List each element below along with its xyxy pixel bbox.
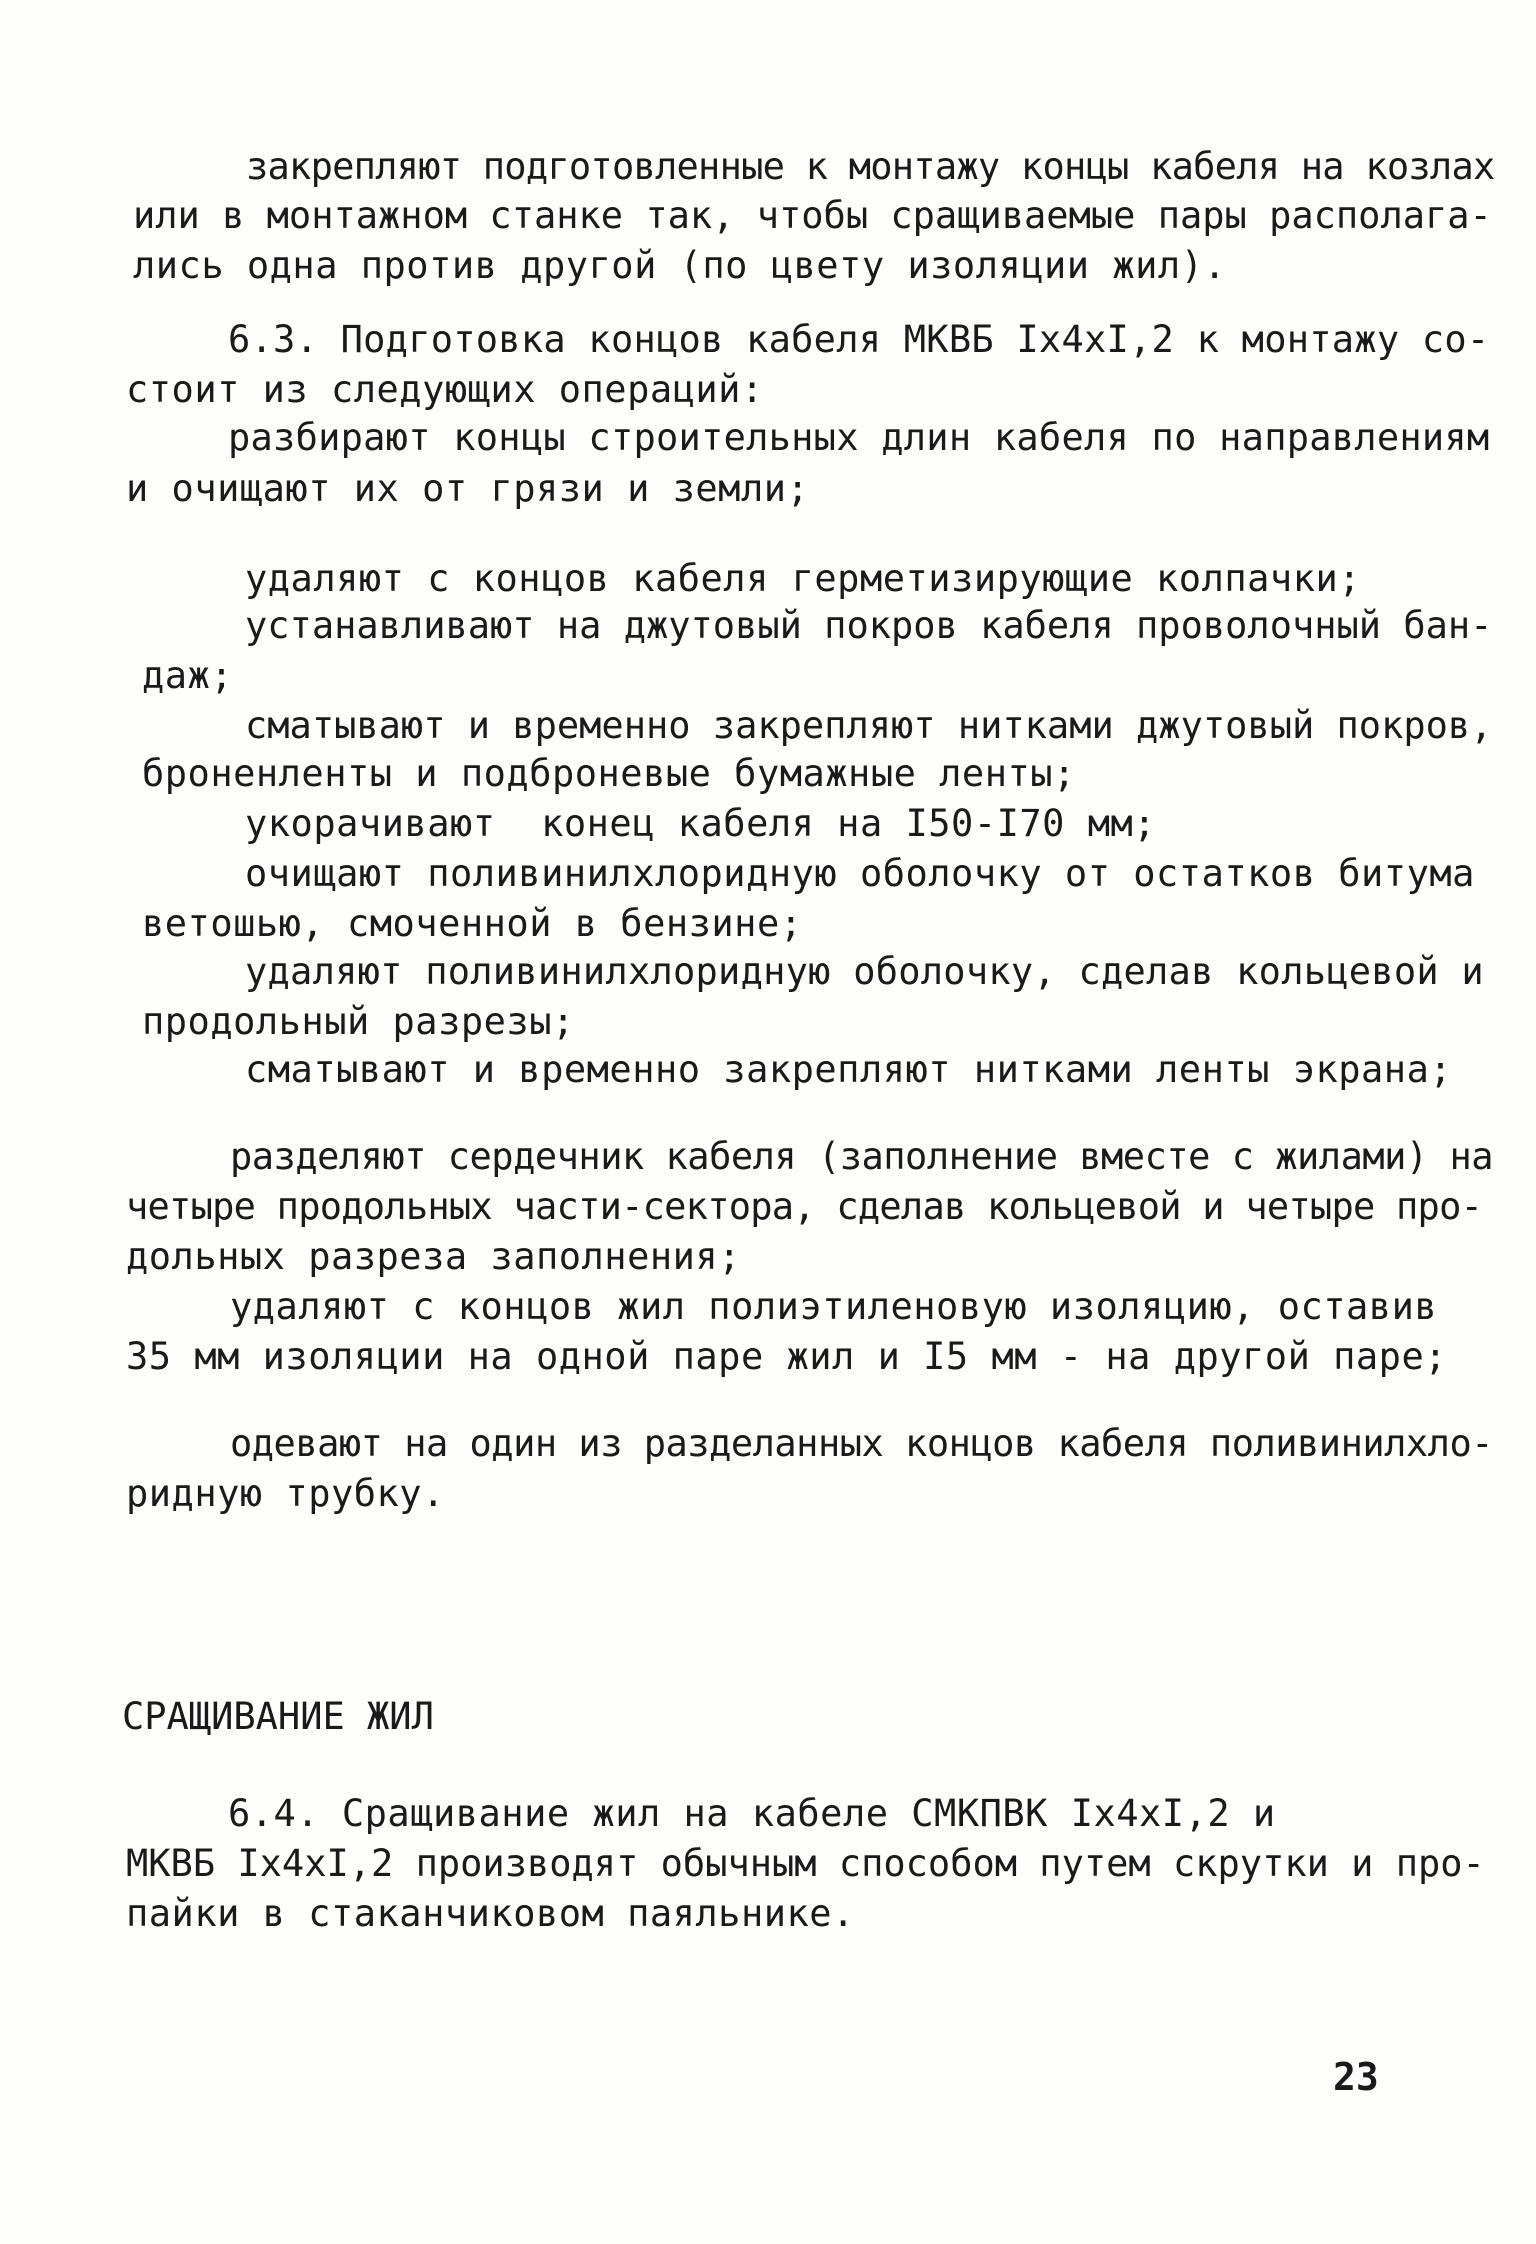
text-line: разбирают концы строительных длин кабеля по направлениям [228, 416, 1490, 459]
text-line: удаляют с концов кабеля герметизирующие колпачки; [245, 557, 1362, 600]
text-line: устанавливают на джутовый покров кабеля проволочный бан- [245, 604, 1493, 647]
text-line: 6.4. Сращивание жил на кабеле СМКПВК Ix4xI,2 и [228, 1792, 1276, 1835]
text-line: сматывают и временно закрепляют нитками ленты экрана; [245, 1048, 1453, 1091]
text-line: четыре продольных части-сектора, сделав кольцевой и четыре про- [126, 1185, 1483, 1228]
text-line: сматывают и временно закрепляют нитками джутовый покров, [245, 704, 1493, 747]
text-line: удаляют поливинилхлоридную оболочку, сделав кольцевой и [245, 950, 1484, 993]
text-line: ветошью, смоченной в бензине; [142, 902, 803, 945]
text-line: пайки в стаканчиковом паяльнике. [126, 1892, 855, 1935]
text-line: удаляют с концов жил полиэтиленовую изоляцию, оставив [230, 1285, 1438, 1328]
text-line: МКВБ Ix4xI,2 производят обычным способом путем скрутки и про- [126, 1842, 1485, 1885]
text-line: или в монтажном станке так, чтобы сращиваемые пары располага- [133, 194, 1492, 237]
text-line: лись одна против другой (по цвету изоляции жил). [133, 244, 1227, 287]
text-line: 6.3. Подготовка концов кабеля МКВБ Ix4xI,2 к монтажу со- [228, 318, 1490, 361]
text-line: и очищают их от грязи и земли; [126, 467, 810, 510]
text-line: закрепляют подготовленные к монтажу концы кабеля на козлах [246, 145, 1495, 188]
text-line: ридную трубку. [126, 1472, 445, 1515]
text-line: стоит из следующих операций: [126, 368, 764, 411]
text-line: дольных разреза заполнения; [126, 1235, 741, 1278]
text-line: продольный разрезы; [142, 1000, 575, 1043]
text-line: укорачивают конец кабеля на I50-I70 мм; [245, 802, 1157, 845]
text-line: разделяют сердечник кабеля (заполнение вместе с жилами) на [230, 1135, 1494, 1178]
text-line: 35 мм изоляции на одной паре жил и I5 мм - на другой паре; [126, 1335, 1448, 1378]
text-line: даж; [142, 654, 234, 697]
text-line: одевают на один из разделанных концов кабеля поливинилхло- [230, 1422, 1494, 1465]
page-number: 23 [1333, 2055, 1379, 2099]
text-line: очищают поливинилхлоридную оболочку от остатков битума [245, 852, 1475, 895]
text-line: броненленты и подброневые бумажные ленты; [142, 752, 1076, 795]
section-heading: СРАЩИВАНИЕ ЖИЛ [122, 1695, 434, 1738]
